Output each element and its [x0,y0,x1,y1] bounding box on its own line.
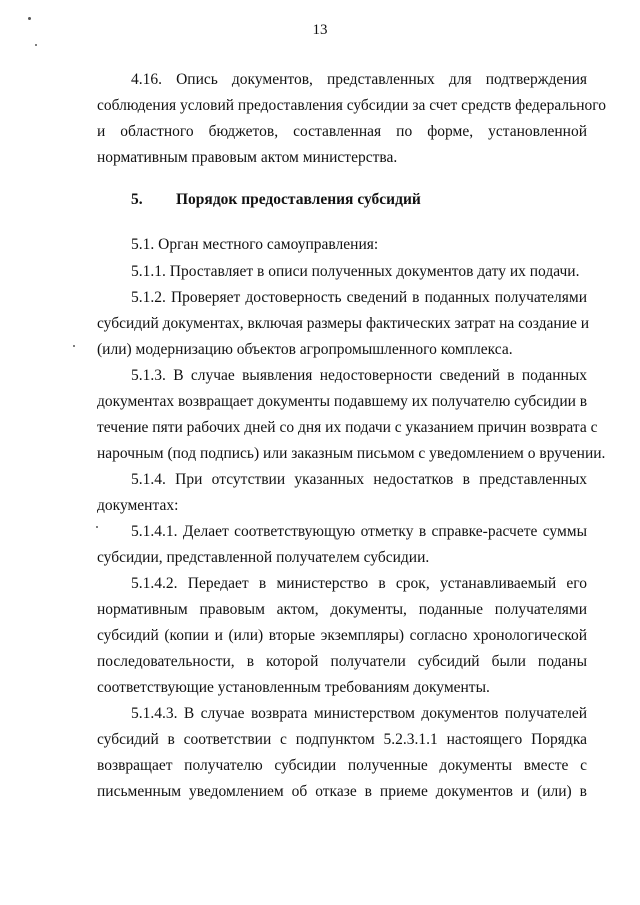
section-heading [131,190,421,210]
paragraph-line: 5.1.4.2. Передает в министерство в срок, устанавливаемый его [131,575,587,592]
paragraph-line: течение пяти рабочих дней со дня их подачи с указанием причин возврата с [97,419,598,436]
paragraph-line: возвращает получателю субсидии полученные документы вместе с [97,757,587,774]
paragraph-line: нормативным правовым актом, документы, поданные получателями [97,601,587,618]
section-number: 5. [131,191,143,208]
paragraph-line: 5.1.3. В случае выявления недостоверности сведений в поданных [131,367,587,384]
page-number: 13 [312,22,328,38]
paragraph-line: субсидий документах, включая размеры фактических затрат на создание и [97,315,590,332]
paragraph-line: 5.1. Орган местного самоуправления: [131,236,379,253]
paragraph-line: 5.1.4. При отсутствии указанных недостатков в представленных [131,471,587,488]
paragraph-line: субсидий в соответствии с подпунктом 5.2.3.1.1 настоящего Порядка [97,731,587,748]
paragraph-line: 5.1.4.1. Делает соответствующую отметку в справке-расчете суммы [131,523,587,540]
paragraph-line: документах: [97,497,179,514]
paragraph-line: и областного бюджетов, составленная по форме, установленной [97,123,587,140]
paragraph-line: письменным уведомлением об отказе в приеме документов и (или) в [97,783,587,800]
paragraph-line: (или) модернизацию объектов агропромышленного комплекса. [97,341,513,358]
paragraph-line: субсидии, представленной получателем субсидии. [97,549,430,566]
scan-speck [35,44,37,46]
paragraph-line: 4.16. Опись документов, представленных для подтверждения [131,71,587,88]
scan-speck [28,17,31,20]
paragraph-line: 5.1.2. Проверяет достоверность сведений в поданных получателями [131,289,587,306]
paragraph-line: 5.1.4.3. В случае возврата министерством документов получателей [131,705,587,722]
paragraph-line: нормативным правовым актом министерства. [97,149,398,166]
paragraph-line: субсидий (копии и (или) вторые экземпляры) согласно хронологической [97,627,587,644]
paragraph-line: соблюдения условий предоставления субсидии за счет средств федерального [97,97,606,114]
scan-speck [73,345,75,347]
paragraph-line: документах возвращает документы подавшему их получателю субсидии в [97,393,588,410]
paragraph-line: последовательности, в которой получатели субсидий были поданы [97,653,587,670]
section-title: Порядок предоставления субсидий [176,191,421,208]
paragraph-line: соответствующие установленным требованиям документы. [97,679,490,696]
paragraph-line: нарочным (под подпись) или заказным письмом с уведомлением о вручении. [97,445,606,462]
scan-speck [96,526,98,528]
paragraph-line: 5.1.1. Проставляет в описи полученных документов дату их подачи. [131,263,580,280]
